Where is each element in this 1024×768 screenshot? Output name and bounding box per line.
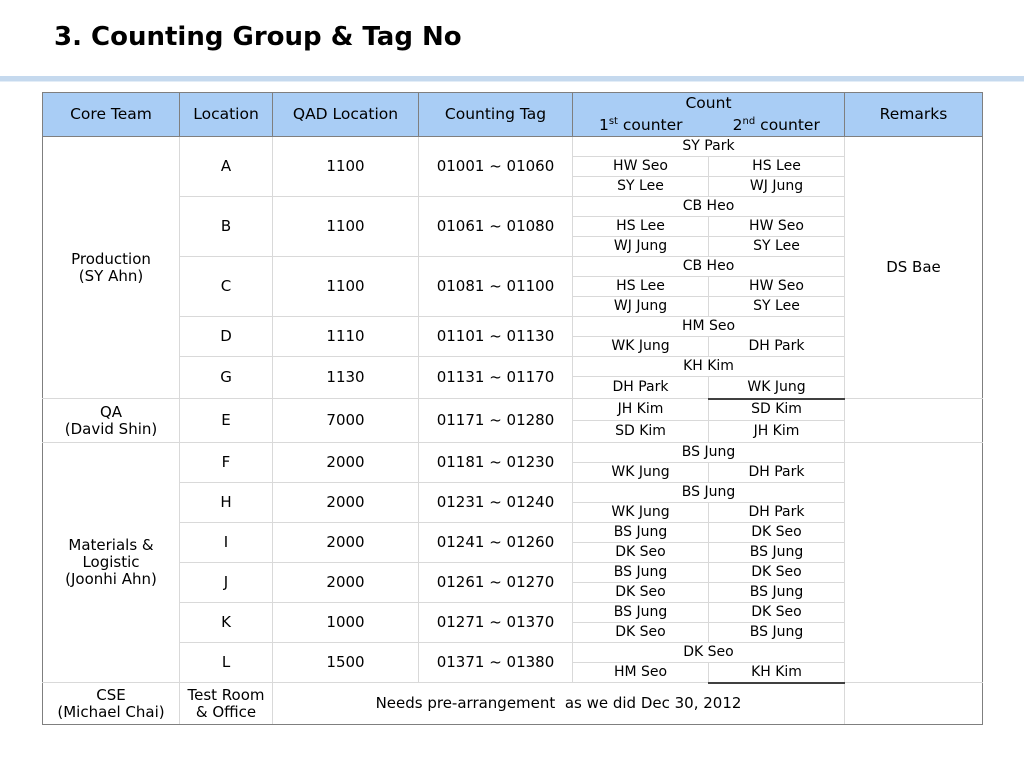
page-title: 3. Counting Group & Tag No <box>54 22 462 52</box>
location-cell-cse: Test Room & Office <box>180 683 273 725</box>
second-counter-cell: BS Jung <box>709 543 845 563</box>
counting-tag-cell: 01231 ~ 01240 <box>419 483 573 523</box>
first-counter-cell: WK Jung <box>573 463 709 483</box>
counting-tag-cell: 01061 ~ 01080 <box>419 197 573 257</box>
header-qad-location: QAD Location <box>273 93 419 137</box>
second-counter-cell: DK Seo <box>709 603 845 623</box>
table-row <box>43 603 983 623</box>
first-counter-cell: SY Lee <box>573 177 709 197</box>
qad-location-cell: 2000 <box>273 483 419 523</box>
table-row <box>43 317 983 337</box>
qad-location-cell: 1100 <box>273 257 419 317</box>
first-counter-cell: HS Lee <box>573 217 709 237</box>
cse-note: Needs pre-arrangement as we did Dec 30, 2012 <box>273 683 845 725</box>
remarks-qa <box>845 399 983 443</box>
core-team-production: Production (SY Ahn) <box>43 137 180 399</box>
table-row <box>43 523 983 543</box>
second-counter-cell: HS Lee <box>709 157 845 177</box>
counting-tag-cell: 01261 ~ 01270 <box>419 563 573 603</box>
first-counter-cell: DK Seo <box>573 583 709 603</box>
count-lead-cell: BS Jung <box>573 443 845 463</box>
location-cell: C <box>180 257 273 317</box>
count-lead-cell: BS Jung <box>573 483 845 503</box>
first-counter-cell: BS Jung <box>573 563 709 583</box>
first-counter-cell: HS Lee <box>573 277 709 297</box>
count-lead-cell: DK Seo <box>573 643 845 663</box>
location-cell: D <box>180 317 273 357</box>
qad-location-cell: 1130 <box>273 357 419 399</box>
remarks-cse <box>845 683 983 725</box>
first-counter-cell: WJ Jung <box>573 297 709 317</box>
header-count: Count <box>573 93 845 115</box>
table-row <box>43 483 983 503</box>
second-counter-cell: SY Lee <box>709 237 845 257</box>
location-cell: K <box>180 603 273 643</box>
first-counter-cell: HW Seo <box>573 157 709 177</box>
core-team-materials: Materials & Logistic (Joonhi Ahn) <box>43 443 180 683</box>
counting-tag-cell: 01241 ~ 01260 <box>419 523 573 563</box>
counting-tag-cell: 01371 ~ 01380 <box>419 643 573 683</box>
location-cell: I <box>180 523 273 563</box>
table-row <box>43 137 983 157</box>
title-divider-shadow <box>0 81 1024 82</box>
location-cell: B <box>180 197 273 257</box>
remarks-materials <box>845 443 983 683</box>
first-counter-cell: HM Seo <box>573 663 709 683</box>
table-row <box>43 443 983 463</box>
counting-tag-cell: 01101 ~ 01130 <box>419 317 573 357</box>
table-row <box>43 563 983 583</box>
header-first-counter: 1st counter <box>573 114 709 137</box>
qad-location-cell: 1100 <box>273 137 419 197</box>
location-cell: E <box>180 399 273 443</box>
count-lead-cell: CB Heo <box>573 197 845 217</box>
header-core-team: Core Team <box>43 93 180 137</box>
counting-group-table <box>42 92 983 725</box>
second-counter-cell: JH Kim <box>709 421 845 443</box>
counting-tag-cell: 01271 ~ 01370 <box>419 603 573 643</box>
first-counter-cell: JH Kim <box>573 399 709 421</box>
second-counter-cell: HW Seo <box>709 277 845 297</box>
counting-tag-cell: 01171 ~ 01280 <box>419 399 573 443</box>
qad-location-cell: 1000 <box>273 603 419 643</box>
table-row <box>43 357 983 377</box>
location-cell: F <box>180 443 273 483</box>
remarks-production: DS Bae <box>845 137 983 399</box>
qad-location-cell: 2000 <box>273 523 419 563</box>
second-counter-cell: DH Park <box>709 337 845 357</box>
location-cell: G <box>180 357 273 399</box>
core-team-cse: CSE (Michael Chai) <box>43 683 180 725</box>
count-lead-cell: KH Kim <box>573 357 845 377</box>
location-cell: J <box>180 563 273 603</box>
second-counter-cell: WK Jung <box>709 377 845 399</box>
count-lead-cell: SY Park <box>573 137 845 157</box>
second-counter-cell: DK Seo <box>709 523 845 543</box>
qad-location-cell: 1110 <box>273 317 419 357</box>
header-location: Location <box>180 93 273 137</box>
counting-tag-cell: 01181 ~ 01230 <box>419 443 573 483</box>
first-counter-cell: SD Kim <box>573 421 709 443</box>
qad-location-cell: 2000 <box>273 443 419 483</box>
location-cell: L <box>180 643 273 683</box>
counting-tag-cell: 01081 ~ 01100 <box>419 257 573 317</box>
header-second-counter: 2nd counter <box>709 114 845 137</box>
counting-tag-cell: 01001 ~ 01060 <box>419 137 573 197</box>
qad-location-cell: 7000 <box>273 399 419 443</box>
first-counter-cell: WJ Jung <box>573 237 709 257</box>
core-team-qa: QA (David Shin) <box>43 399 180 443</box>
table-header <box>43 93 983 137</box>
header-counting-tag: Counting Tag <box>419 93 573 137</box>
counting-tag-cell: 01131 ~ 01170 <box>419 357 573 399</box>
second-counter-cell: DK Seo <box>709 563 845 583</box>
first-counter-cell: DK Seo <box>573 623 709 643</box>
first-counter-cell: DH Park <box>573 377 709 399</box>
count-lead-cell: HM Seo <box>573 317 845 337</box>
location-cell: H <box>180 483 273 523</box>
table-row <box>43 643 983 663</box>
table-row <box>43 399 983 421</box>
second-counter-cell: BS Jung <box>709 583 845 603</box>
first-counter-cell: DK Seo <box>573 543 709 563</box>
second-counter-cell: BS Jung <box>709 623 845 643</box>
second-counter-cell: KH Kim <box>709 663 845 683</box>
qad-location-cell: 1500 <box>273 643 419 683</box>
qad-location-cell: 1100 <box>273 197 419 257</box>
header-remarks: Remarks <box>845 93 983 137</box>
qad-location-cell: 2000 <box>273 563 419 603</box>
table-row <box>43 197 983 217</box>
second-counter-cell: HW Seo <box>709 217 845 237</box>
first-counter-cell: BS Jung <box>573 523 709 543</box>
first-counter-cell: WK Jung <box>573 503 709 523</box>
first-counter-cell: WK Jung <box>573 337 709 357</box>
second-counter-cell: DH Park <box>709 503 845 523</box>
second-counter-cell: SD Kim <box>709 399 845 421</box>
second-counter-cell: DH Park <box>709 463 845 483</box>
count-lead-cell: CB Heo <box>573 257 845 277</box>
location-cell: A <box>180 137 273 197</box>
first-counter-cell: BS Jung <box>573 603 709 623</box>
table-row <box>43 257 983 277</box>
second-counter-cell: SY Lee <box>709 297 845 317</box>
second-counter-cell: WJ Jung <box>709 177 845 197</box>
table-row <box>43 683 983 725</box>
